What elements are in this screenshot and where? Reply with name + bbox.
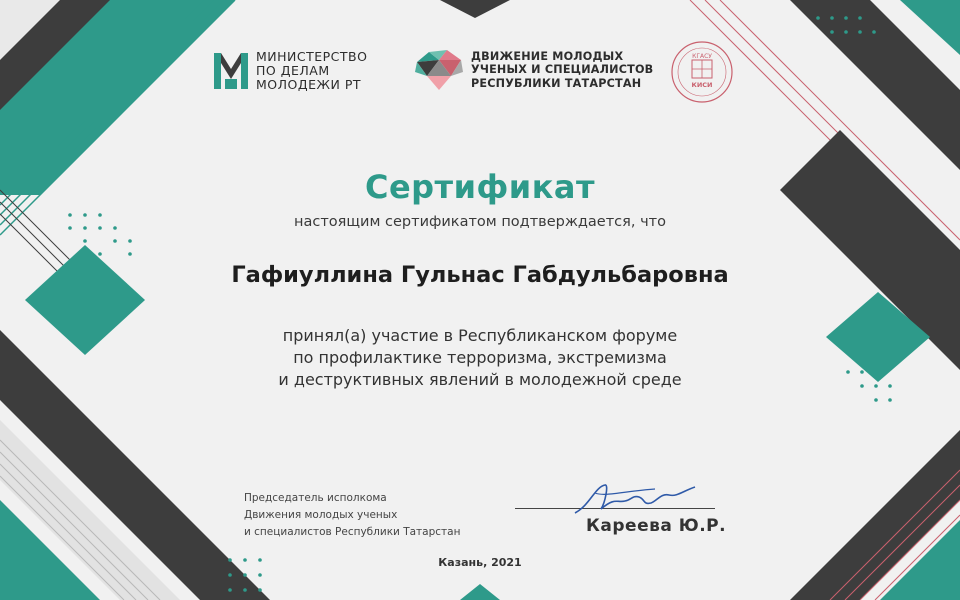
- seal-top-text: КГАСУ: [692, 53, 712, 60]
- body-line: принял(а) участие в Республиканском форуме: [282, 326, 678, 345]
- movement-logo: [413, 48, 653, 92]
- deco-wedge: [440, 0, 510, 18]
- certificate-body: [0, 325, 960, 391]
- certificate-title: Сертификат: [364, 168, 596, 206]
- movement-line: РЕСПУБЛИКИ ТАТАРСТАН: [471, 76, 642, 90]
- polygon-brain-icon: [413, 48, 465, 92]
- ministry-line: МИНИСТЕРСТВО: [256, 49, 368, 64]
- university-seal-icon: [670, 40, 734, 104]
- certificate-subtitle: настоящим сертификатом подтверждается, что: [294, 214, 666, 230]
- role-line: Председатель исполкома: [244, 492, 387, 504]
- ministry-line: ПО ДЕЛАМ: [256, 63, 330, 78]
- movement-logo-text: [471, 50, 653, 91]
- recipient-name: Гафиуллина Гульнас Габдульбаровна: [231, 262, 729, 288]
- ministry-logo: [214, 50, 367, 92]
- ministry-m-icon: [214, 53, 248, 89]
- signer-role: [244, 490, 460, 541]
- ministry-line: МОЛОДЕЖИ РТ: [256, 77, 361, 92]
- seal-bottom-text: КИСИ: [691, 81, 713, 89]
- body-line: и деструктивных явлений в молодежной среде: [278, 370, 682, 389]
- signer-name: Кареева Ю.Р.: [586, 516, 727, 536]
- movement-line: УЧЕНЫХ И СПЕЦИАЛИСТОВ: [471, 63, 654, 77]
- deco-diamond: [460, 584, 500, 600]
- body-line: по профилактике терроризма, экстремизма: [293, 348, 667, 367]
- movement-line: ДВИЖЕНИЕ МОЛОДЫХ: [471, 49, 624, 63]
- place-year: Казань, 2021: [438, 556, 522, 569]
- role-line: Движения молодых ученых: [244, 509, 398, 521]
- ministry-logo-text: [256, 50, 367, 92]
- role-line: и специалистов Республики Татарстан: [244, 526, 461, 538]
